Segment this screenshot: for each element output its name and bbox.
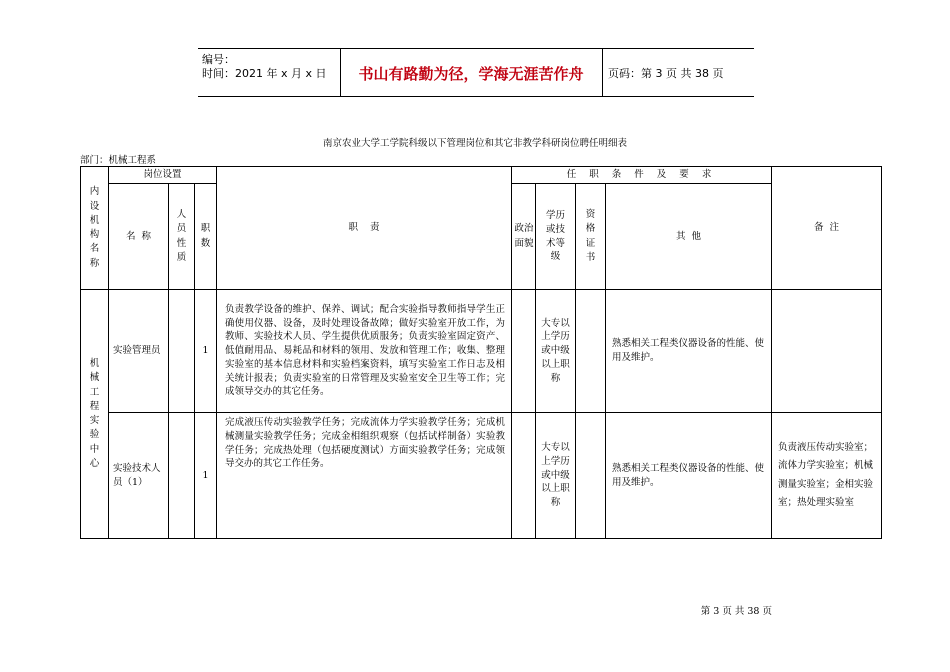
table-row <box>81 413 882 539</box>
remark-cell <box>772 290 882 413</box>
staff-nature-cell <box>169 290 195 413</box>
header-remark: 备 注 <box>772 167 882 290</box>
duty-cell: 负责教学设备的维护、保养、调试；配合实验指导教师指导学生正确使用仪器、设备，及时处理设备故障；做好实验室开放工作，为教师、实验技术人员、学生提供优质服务；负责实验室固定资产、低值耐用品、易耗品和材料的领用、发放和管理工作；收集、整理实验室的基本信息材料和实验档案资料，填写实验室工作日志及相关统计报表；负责实验室的日常管理及实验室安全卫生等工作；完成领导交办的其它任务。 <box>217 290 512 413</box>
certificate-cell <box>576 290 606 413</box>
header-divider <box>602 49 603 96</box>
other-requirement-cell: 熟悉相关工程类仪器设备的性能、使用及维护。 <box>606 290 772 413</box>
document-header <box>198 48 754 97</box>
page-number-label: 页码：第 3 页 共 38 页 <box>608 67 724 80</box>
header-motto: 书山有路勤为径，学海无涯苦作舟 <box>358 65 584 83</box>
doc-number-label: 编号： <box>202 53 235 66</box>
politics-cell <box>512 413 536 539</box>
header-other: 其 他 <box>606 184 772 290</box>
table-row <box>81 290 882 413</box>
education-cell: 大专以上学历或中级以上职称 <box>536 290 576 413</box>
table-title: 南京农业大学工学院科级以下管理岗位和其它非教学科研岗位聘任明细表 <box>322 138 627 149</box>
certificate-cell <box>576 413 606 539</box>
post-count-cell: 1 <box>195 413 217 539</box>
header-post-setup: 岗位设置 <box>109 167 217 184</box>
header-staff-nature: 人员性质 <box>169 184 195 290</box>
header-requirements: 任 职 条 件 及 要 求 <box>512 167 772 184</box>
other-requirement-cell: 熟悉相关工程类仪器设备的性能、使用及维护。 <box>606 413 772 539</box>
duty-cell: 完成液压传动实验教学任务；完成流体力学实验教学任务；完成机械测量实验教学任务；完成金相组织观察（包括试样制备）实验教学任务；完成热处理（包括硬度测试）方面实验教学任务；完成领导交办的其它工作任务。 <box>217 413 512 539</box>
post-name-cell: 实验技术人员（1） <box>109 413 169 539</box>
header-count: 职数 <box>195 184 217 290</box>
header-education: 学历或技术等级 <box>536 184 576 290</box>
header-divider <box>340 49 341 96</box>
unit-name-cell: 机械工程实验中心 <box>81 290 109 539</box>
staff-nature-cell <box>169 413 195 539</box>
header-politics: 政治面貌 <box>512 184 536 290</box>
page-footer: 第 3 页 共 38 页 <box>700 606 772 617</box>
post-name-cell: 实验管理员 <box>109 290 169 413</box>
header-certificate: 资格证书 <box>576 184 606 290</box>
header-unit: 内设机构名称 <box>81 167 109 290</box>
education-cell: 大专以上学历或中级以上职称 <box>536 413 576 539</box>
politics-cell <box>512 290 536 413</box>
department-label: 部门：机械工程系 <box>80 155 157 166</box>
header-duty: 职 责 <box>217 167 512 290</box>
post-count-cell: 1 <box>195 290 217 413</box>
remark-cell: 负责液压传动实验室；流体力学实验室；机械测量实验室；金相实验室；热处理实验室 <box>772 413 882 539</box>
recruitment-table <box>80 166 882 539</box>
header-name: 名 称 <box>109 184 169 290</box>
doc-time-label: 时间：2021 年 x 月 x 日 <box>202 67 327 80</box>
